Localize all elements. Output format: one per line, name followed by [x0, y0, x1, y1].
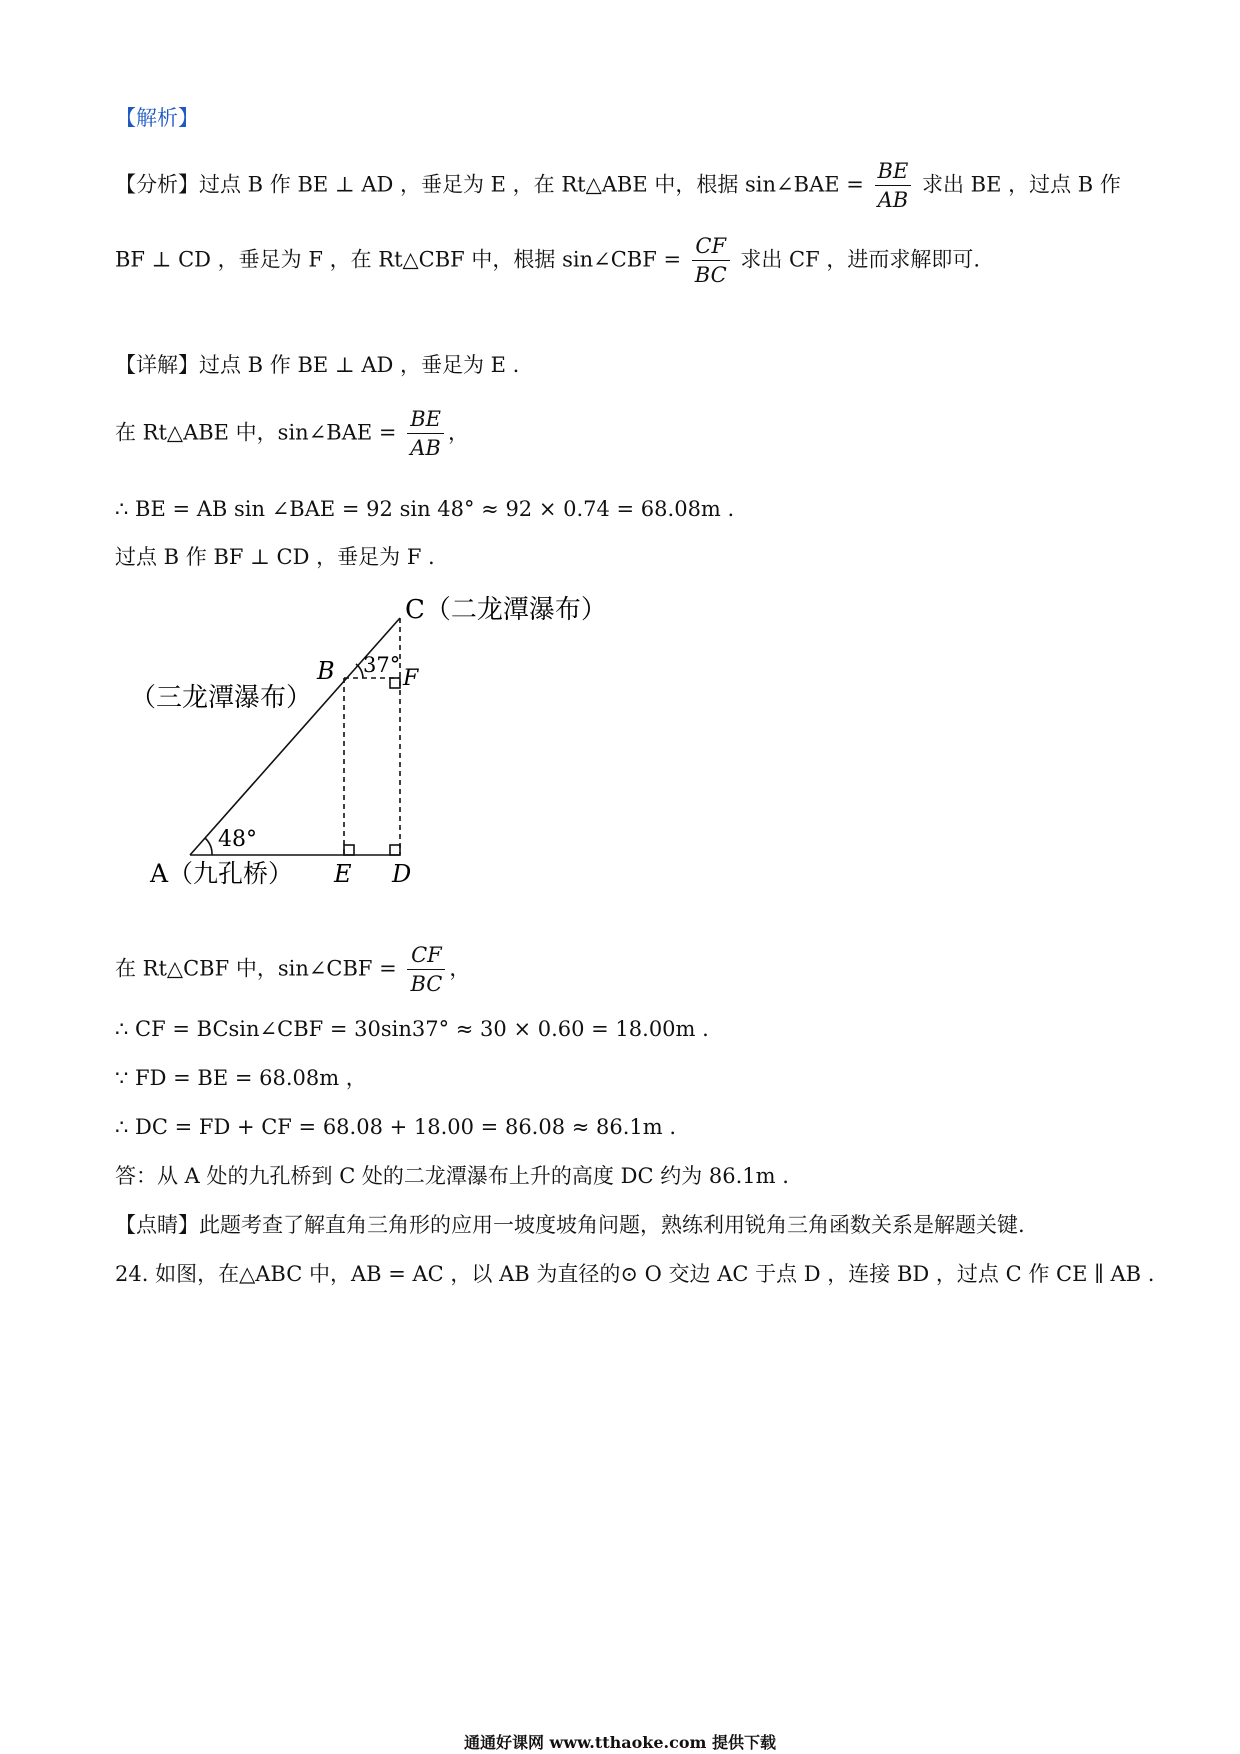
fraction-denominator: BC — [694, 263, 727, 287]
detail-step-5a: 在 Rt△CBF 中，sin∠CBF = — [115, 956, 397, 981]
angle-a-label: 48° — [218, 827, 257, 852]
detail-step-4: 过点 B 作 BF ⊥ CD ，垂足为 F . — [115, 545, 435, 569]
fraction-numerator: BE — [875, 161, 912, 186]
detail-step-5b: ， — [449, 956, 471, 981]
label-d: D — [392, 860, 412, 888]
label-a: A（九孔桥） — [150, 859, 294, 888]
fraction-denominator: BC — [410, 972, 443, 996]
detail-line-5 — [115, 945, 470, 995]
right-angle-f — [390, 678, 400, 688]
right-angle-d — [390, 845, 400, 855]
fraction-numerator: CF — [407, 945, 445, 970]
detail-step-2a: 在 Rt△ABE 中，sin∠BAE = — [115, 420, 397, 445]
analysis-text-1b: 求出 BE ，过点 B 作 — [921, 172, 1121, 197]
footer-text: 通通好课网 www.tthaoke.com 提供下载 — [463, 1733, 777, 1752]
comment-text: 此题考查了解直角三角形的应用一坡度坡角问题，熟练利用锐角三角函数关系是解题关键. — [199, 1213, 1025, 1237]
right-angle-e — [344, 845, 354, 855]
analysis-text-2a: BF ⊥ CD ，垂足为 F ，在 Rt△CBF 中，根据 sin∠CBF = — [115, 247, 682, 272]
fraction-numerator: BE — [407, 409, 444, 434]
detail-step-3: ∴ BE = AB sin ∠BAE = 92 sin 48° ≈ 92 × 0.74 = 68.08m . — [115, 497, 735, 521]
detail-line-1 — [115, 355, 519, 376]
fraction-cf-bc-2 — [407, 945, 445, 995]
label-f: F — [403, 666, 419, 691]
analysis-line-2 — [115, 236, 980, 286]
label-b: B — [317, 657, 335, 685]
analysis-text-1a: 过点 B 作 BE ⊥ AD ，垂足为 E ，在 Rt△ABE 中，根据 sin∠BAE = — [199, 172, 864, 197]
detail-tag: 【详解】 — [115, 353, 199, 377]
detail-step-1: 过点 B 作 BE ⊥ AD ，垂足为 E . — [199, 353, 520, 377]
comment-tag: 【点睛】 — [115, 1213, 199, 1237]
comment-line — [115, 1215, 1025, 1236]
fraction-be-ab — [875, 161, 912, 211]
label-c: C（二龙潭瀑布） — [405, 595, 607, 625]
fraction-cf-bc — [692, 236, 730, 286]
fraction-be-ab-2 — [407, 409, 444, 459]
analysis-line-1 — [115, 161, 1121, 211]
label-e: E — [334, 860, 352, 888]
angle-b-label: 37° — [363, 653, 401, 677]
detail-line-2 — [115, 409, 469, 459]
fraction-denominator: AB — [877, 188, 909, 212]
fraction-numerator: CF — [692, 236, 730, 261]
label-b-name: （三龙潭瀑布） — [130, 683, 313, 713]
section-label: 【解析】 — [115, 106, 199, 130]
detail-step-6: ∴ CF = BCsin∠CBF = 30sin37° ≈ 30 × 0.60 = 18.00m . — [115, 1017, 709, 1041]
analysis-tag: 【分析】 — [115, 172, 199, 197]
next-problem: 24. 如图，在△ABC 中，AB = AC ，以 AB 为直径的⊙ O 交边 AC 于点 D ，连接 BD ，过点 C 作 CE ∥ AB . — [115, 1262, 1155, 1286]
analysis-text-2b: 求出 CF ，进而求解即可. — [740, 247, 980, 272]
detail-step-2b: ， — [447, 420, 469, 445]
detail-step-8: ∴ DC = FD + CF = 68.08 + 18.00 = 86.08 ≈ 86.1m . — [115, 1115, 677, 1139]
angle-arc-a — [205, 838, 212, 855]
geometry-figure — [130, 590, 660, 900]
answer-text: 答：从 A 处的九孔桥到 C 处的二龙潭瀑布上升的高度 DC 约为 86.1m . — [115, 1164, 789, 1188]
detail-step-7: ∵ FD = BE = 68.08m ， — [115, 1066, 367, 1090]
fraction-denominator: AB — [410, 436, 441, 460]
